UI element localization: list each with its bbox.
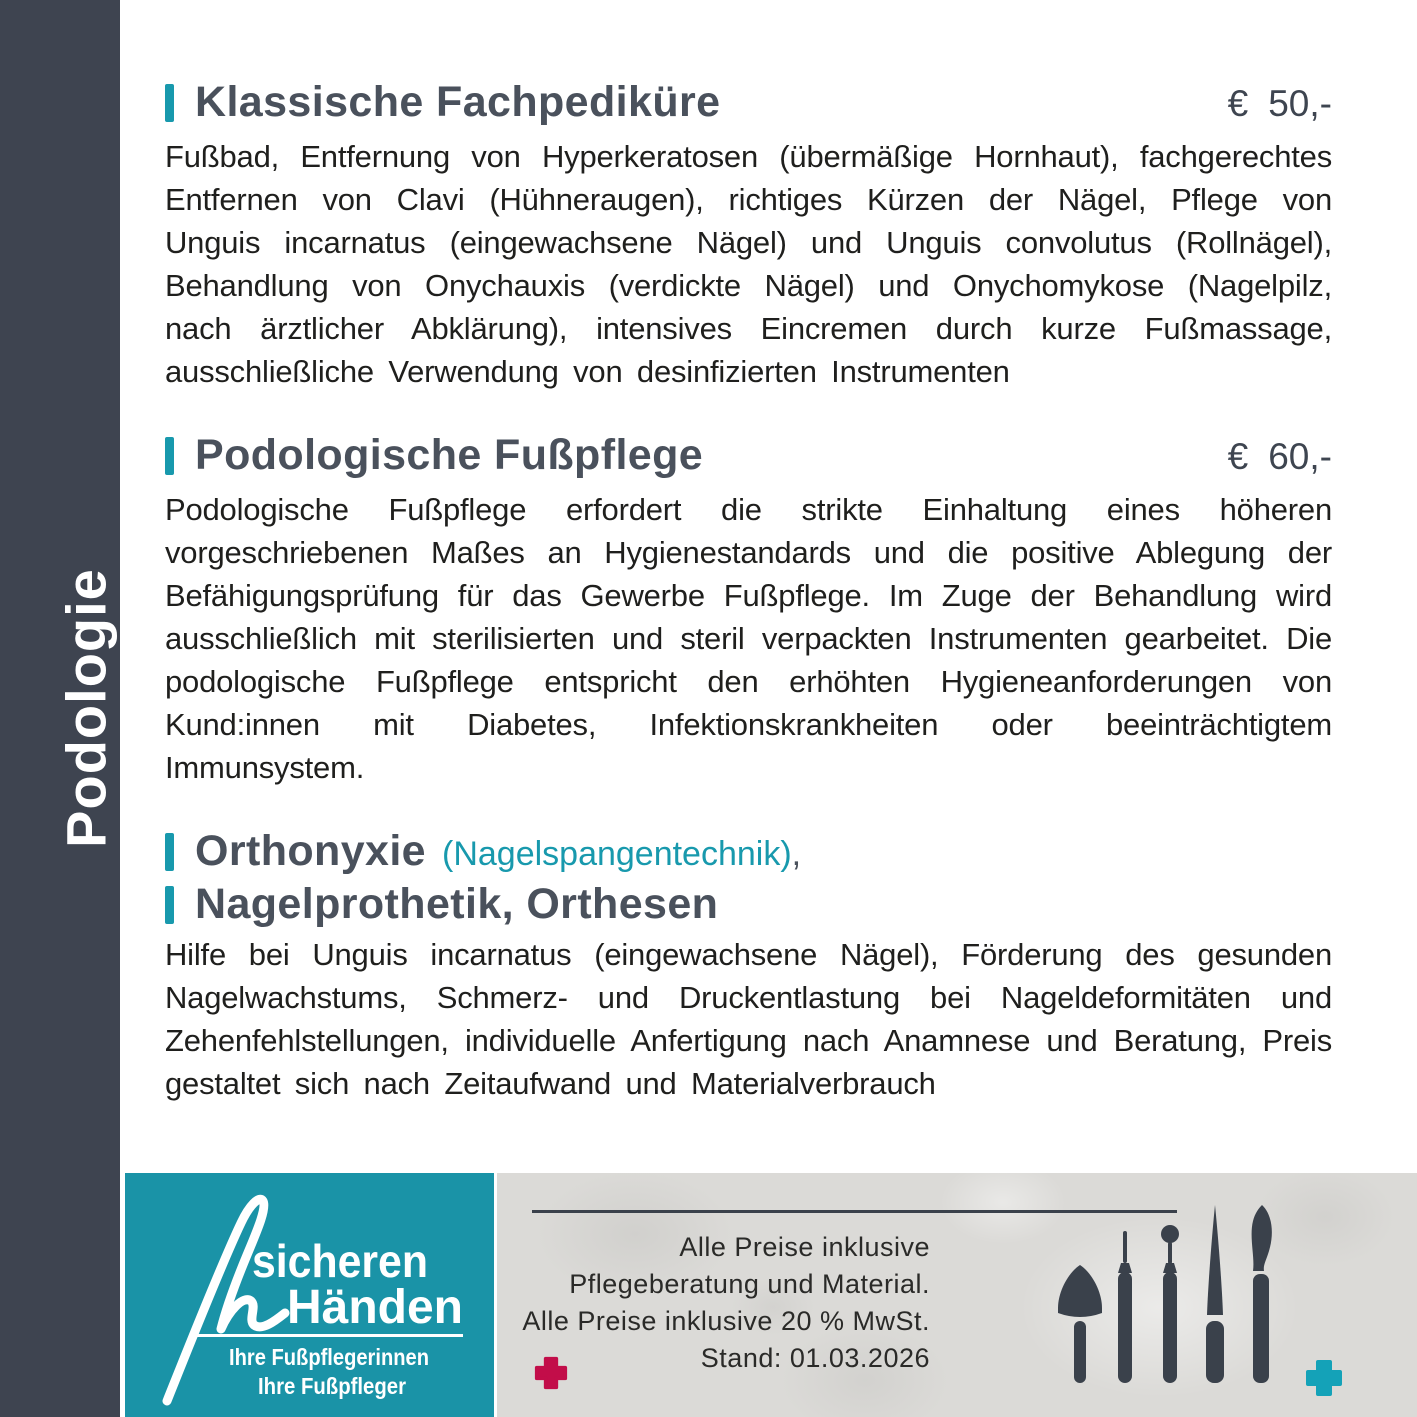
- logo-script-in-icon: [167, 1199, 285, 1401]
- medical-cross-icon-red: [534, 1356, 568, 1390]
- logo-underline: [191, 1334, 463, 1337]
- medical-cross-icon-teal: [1305, 1359, 1343, 1397]
- section-body: Fußbad, Entfernung von Hyperkeratosen (übermäßige Hornhaut), fachgerechtes Entfernen von Clavi (Hühneraugen), richtiges Kürzen der Nägel, Pflege von Unguis incarnatus (eingewachsene Nägel) und Unguis convolutus (Rollnägel), Behandlung von Onychauxis (verdickte Nägel) und Onychomykose (Nagelpilz, nach ärztlicher Abklärung), intensives Eincremen durch kurze Fußmassage, ausschließliche Verwendung von desinfizierten Instrumenten: [165, 139, 1332, 389]
- section-title: Podologische Fußpflege: [195, 431, 704, 479]
- price-amount: 60,-: [1268, 436, 1332, 477]
- price-notes: [497, 1229, 930, 1377]
- section-body: Podologische Fußpflege erfordert die strikte Einhaltung eines höheren vorgeschriebenen Maßes an Hygienestandards und die positive Ablegung der Befähigungsprüfung für das Gewerbe Fußpflege. Im Zuge der Behandlung wird ausschließlich mit sterilisierten und steril verpackten Instrumenten gearbeitet. Die podologische Fußpflege entspricht den erhöhten Hygieneanforderungen von Kund:innen mit Diabetes, Infektionskrankheiten oder beeinträchtigtem Immunsystem.: [165, 492, 1332, 785]
- section-heading-row: [165, 880, 1332, 929]
- note-line: Pflegeberatung und Material.: [569, 1269, 930, 1299]
- price: [1228, 83, 1332, 125]
- section-heading-row: [165, 827, 1332, 876]
- logo-box: [125, 1173, 494, 1417]
- note-line: Alle Preise inklusive 20 % MwSt.: [522, 1306, 930, 1336]
- price-amount: 50,-: [1268, 83, 1332, 124]
- section-title-suffix: ,: [791, 835, 802, 873]
- section-heading-row: [165, 431, 1332, 480]
- section-title: Orthonyxie: [195, 827, 426, 875]
- sidebar: [0, 0, 120, 1417]
- accent-bar-icon: [165, 437, 174, 475]
- note-line: Alle Preise inklusive: [679, 1232, 930, 1262]
- section-klassische-fachpedikuere: [165, 78, 1332, 393]
- section-orthonyxie-nagelprothetik: [165, 827, 1332, 1105]
- section-body: Hilfe bei Unguis incarnatus (eingewachsene Nägel), Förderung des gesunden Nagelwachstums, Schmerz- und Druckentlastung bei Nageldeformitäten und Zehenfehlstellungen, individuelle Anfertigung nach Anamnese und Beratung, Preis gestaltet sich nach Zeitaufwand und Materialverbrauch: [165, 937, 1332, 1101]
- accent-bar-icon: [165, 886, 174, 924]
- footer: [125, 1173, 1417, 1417]
- logo-sub-1: Ihre Fußpflegerinnen: [229, 1344, 429, 1370]
- sidebar-category-label: Podologie: [54, 568, 118, 848]
- price-currency: €: [1227, 83, 1249, 124]
- footer-info-panel: [497, 1173, 1417, 1417]
- logo-sub-2: Ihre Fußpfleger: [258, 1373, 407, 1399]
- logo-word-1: sicheren: [252, 1235, 428, 1287]
- section-heading-row: [165, 78, 1332, 127]
- brand-logo: [125, 1173, 494, 1417]
- logo-word-2: Händen: [287, 1281, 463, 1334]
- note-line: Stand: 01.03.2026: [700, 1343, 930, 1373]
- accent-bar-icon: [165, 833, 174, 871]
- section-subtitle: (Nagelspangentechnik): [442, 835, 792, 873]
- accent-bar-icon: [165, 84, 174, 122]
- section-title: Nagelprothetik, Orthesen: [195, 880, 719, 928]
- content: [165, 78, 1332, 1143]
- section-podologische-fusspflege: [165, 431, 1332, 789]
- price: [1228, 436, 1332, 478]
- section-title: Klassische Fachpediküre: [195, 78, 721, 126]
- price-currency: €: [1227, 436, 1249, 477]
- pedicure-tools-icon: [1050, 1203, 1300, 1403]
